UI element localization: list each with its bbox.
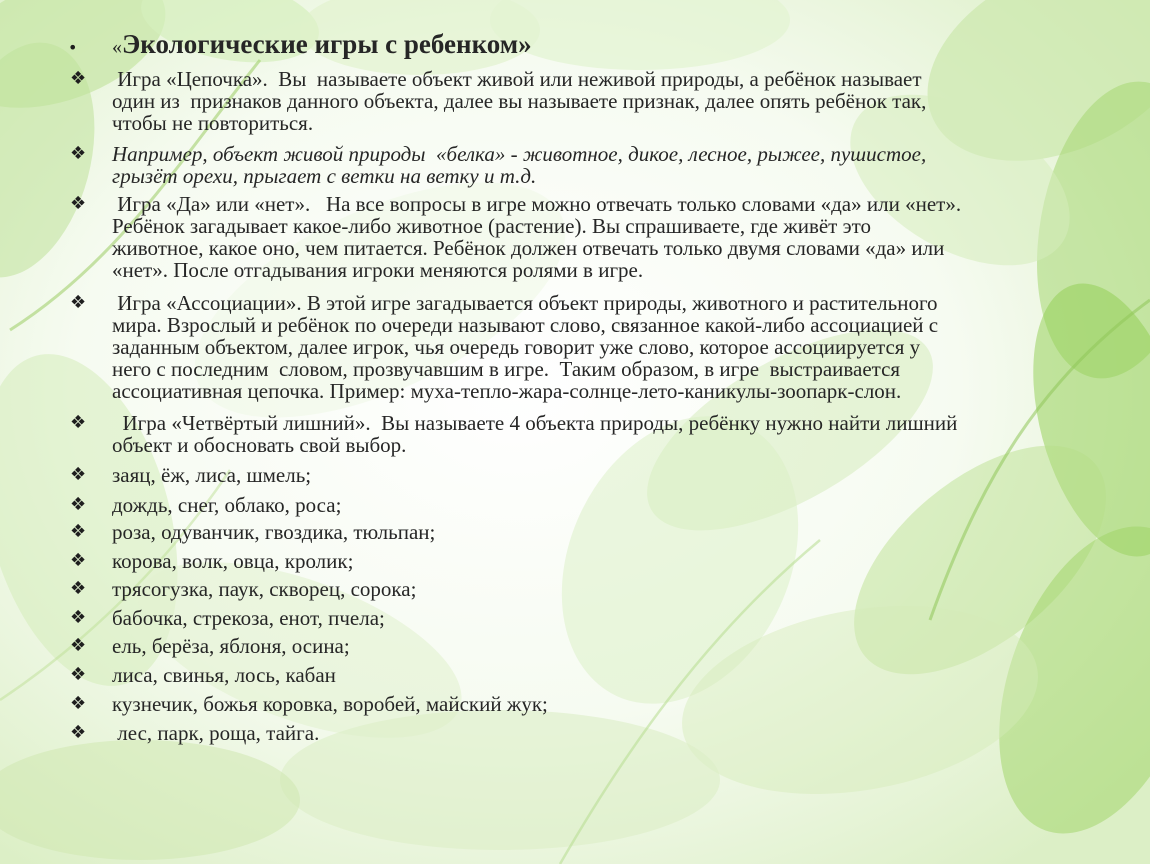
diamond-bullet-icon: ❖ — [70, 143, 87, 164]
paragraph-text: Игра «Четвёртый лишний». Вы называете 4 объекта природы, ребёнку нужно найти лишний объект и обосновать свой выбор. — [112, 411, 958, 457]
list-item-text: корова, волк, овца, кролик; — [112, 549, 354, 573]
list-item-text: ель, берёза, яблоня, осина; — [112, 634, 350, 658]
diamond-bullet-icon: ❖ — [70, 722, 87, 743]
diamond-bullet-icon: ❖ — [70, 494, 87, 515]
list-item-text: заяц, ёж, лиса, шмель; — [112, 463, 312, 487]
diamond-bullet-icon: ❖ — [70, 412, 87, 433]
diamond-bullet-icon: ❖ — [70, 68, 87, 89]
list-item-text: трясогузка, паук, скворец, сорока; — [112, 577, 417, 601]
list-item-text: лиса, свинья, лось, кабан — [112, 663, 336, 687]
list-item-text: лес, парк, роща, тайга. — [112, 721, 320, 745]
paragraph-text: Игра «Ассоциации». В этой игре загадывается объект природы, животного и растительного мира. Взрослый и ребёнок по очереди называют слово, связанное какой-либо ассоциацией с заданным объектом, далее игрок, чья очередь говорит уже слово, которое ассоциируется у него с последним словом, прозвучавшим в игре. Таким образом, в игре выстраивается ассоциативная цепочка. Пример: муха-тепло-жара-солнце-лето-каникулы-зоопарк-слон. — [112, 291, 939, 403]
paragraph-text: Игра «Цепочка». Вы называете объект живой или неживой природы, а ребёнок называет один из признаков данного объекта, далее вы называете признак, далее опять ребёнок так, чтобы не повториться. — [112, 67, 927, 135]
diamond-bullet-icon: ❖ — [70, 193, 87, 214]
paragraph-text: Игра «Да» или «нет». На все вопросы в игре можно отвечать только словами «да» или «нет». Ребёнок загадывает какое-либо животное (растение). Вы спрашиваете, где живёт это животное, какое оно, чем питается. Ребёнок должен отвечать только двумя словами «да» или «нет». После отгадывания игроки меняются ролями в игре. — [112, 192, 962, 282]
diamond-bullet-icon: ❖ — [70, 521, 87, 542]
list-item-text: роза, одуванчик, гвоздика, тюльпан; — [112, 520, 436, 544]
list-item-text: кузнечик, божья коровка, воробей, майский жук; — [112, 692, 548, 716]
list-item-text: бабочка, стрекоза, енот, пчела; — [112, 606, 385, 630]
title-open-quote: « — [112, 36, 122, 58]
list-item-text: дождь, снег, облако, роса; — [112, 493, 342, 517]
diamond-bullet-icon: ❖ — [70, 292, 87, 313]
slide-title — [112, 29, 1087, 59]
diamond-bullet-icon: ❖ — [70, 664, 87, 685]
diamond-bullet-icon: ❖ — [70, 578, 87, 599]
diamond-bullet-icon: ❖ — [70, 607, 87, 628]
title-bullet: • — [68, 38, 78, 57]
diamond-bullet-icon: ❖ — [70, 464, 87, 485]
diamond-bullet-icon: ❖ — [70, 550, 87, 571]
diamond-bullet-icon: ❖ — [70, 635, 87, 656]
title-text: Экологические игры с ребенком» — [122, 29, 532, 59]
paragraph-text: Например, объект живой природы «белка» - животное, дикое, лесное, рыжее, пушистое, грызёт орехи, прыгает с ветки на ветку и т.д. — [112, 142, 927, 188]
diamond-bullet-icon: ❖ — [70, 693, 87, 714]
